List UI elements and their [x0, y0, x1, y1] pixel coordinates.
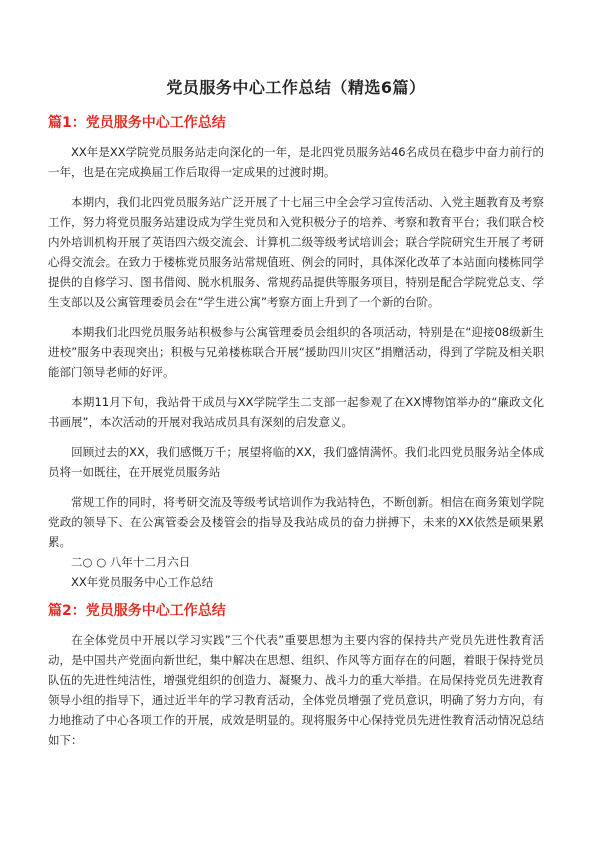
paragraph: 本期内，我们北四党员服务站广泛开展了十七届三中全会学习宣传活动、入党主题教育及考察工作，努力将党员服务站建设成为学生党员和入党积极分子的培养、考察和教育平台；我们联合校内外培训机构开展了英语四六级交流会、计算机二级等级考试培训会；联合学院研究生开展了考研心得交流会。在致力于楼栋党员服务站常规值班、例会的同时，具体深化改革了本站面向楼栋同学提供的自修学习、图书借阅、脱水机服务、常规药品提供等服务项目，特别是配合学院党总支、学生支部以及公寓管理委员会在“学生进公寓”考察方面上升到了一个新的台阶。	[48, 195, 544, 309]
paragraph: 回顾过去的XX，我们感慨万千；展望将临的XX，我们盛情满怀。我们北四党员服务站全体成员将一如既往，在开展党员服务站	[48, 445, 544, 479]
paragraph: 本期我们北四党员服务站积极参与公寓管理委员会组织的各项活动，特别是在“迎接08级新生进校”服务中表现突出；积极与兄弟楼栋联合开展“援助四川灾区”捐赠活动，得到了学院及相关职能部门领导老师的好评。	[48, 325, 544, 379]
paragraph: 在全体党员中开展以学习实践”三个代表”重要思想为主要内容的保持共产党员先进性教育活动，是中国共产党面向新世纪，集中解决在思想、组织、作风等方面存在的问题，着眼于保持党员队伍的先进性纯洁性，增强党组织的创造力、凝聚力、战斗力的重大举措。在局保持党员先进教育领导小组的指导下，通过近半年的学习教育活动，全体党员增强了党员意识，明确了努力方向，有力地推动了中心各项工作的开展，成效是明显的。现将服务中心保持党员先进性教育活动情况总结如下：	[48, 633, 544, 747]
paragraph: 本期11月下旬，我站骨干成员与XX学院学生二支部一起参观了在XX博物馆举办的“廉政文化书画展”，本次活动的开展对我站成员具有深刻的启发意义。	[48, 395, 544, 429]
section-heading-2: 篇2：党员服务中心工作总结	[48, 603, 226, 619]
paragraph: XX年是XX学院党员服务站走向深化的一年，是北四党员服务站46名成员在稳步中奋力前行的一年，也是在完成换届工作后取得一定成果的过渡时期。	[48, 145, 544, 179]
document-date: 二○ ○ 八年十二月六日	[71, 555, 191, 569]
paragraph: 常规工作的同时，将考研交流及等级考试培训作为我站特色，不断创新。相信在商务策划学院党政的领导下、在公寓管委会及楼管会的指导及我站成员的奋力拼搏下，未来的XX依然是硕果累累。	[48, 495, 544, 549]
document-title: 党员服务中心工作总结（精选6篇）	[166, 78, 426, 97]
section-heading-1: 篇1：党员服务中心工作总结	[48, 115, 226, 131]
document-signoff: XX年党员服务中心工作总结	[71, 575, 214, 589]
